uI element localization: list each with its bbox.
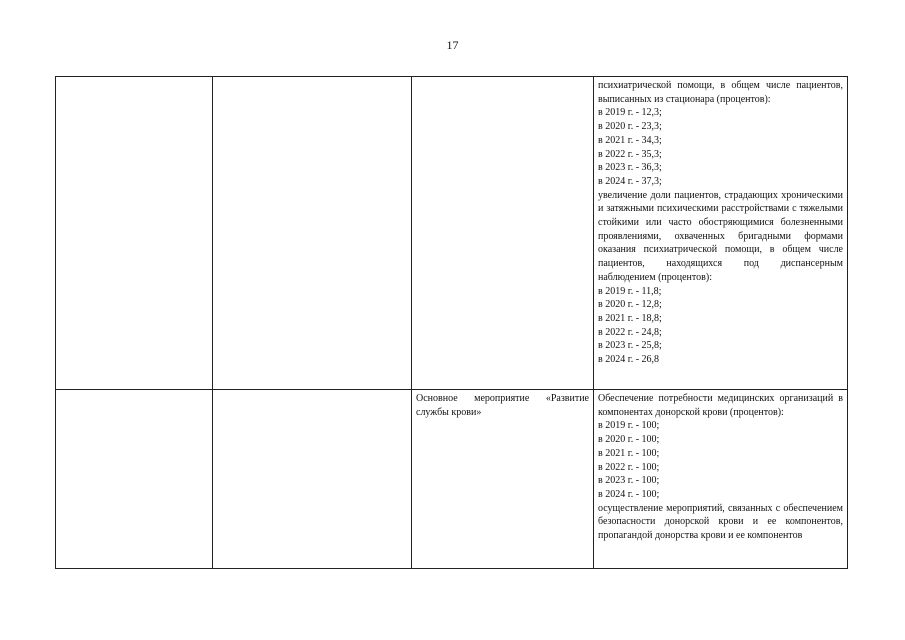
measures-table — [55, 76, 848, 569]
year-value: в 2024 г. - 37,3; — [598, 175, 662, 187]
year-values-list — [598, 419, 843, 501]
year-value: в 2023 г. - 100; — [598, 475, 660, 487]
year-value: в 2024 г. - 26,8 — [598, 354, 660, 366]
year-value: в 2021 г. - 18,8; — [598, 312, 662, 324]
year-values-list — [598, 106, 843, 188]
year-value: в 2022 г. - 35,3; — [598, 148, 662, 160]
year-value: в 2024 г. - 100; — [598, 488, 660, 500]
page-number: 17 — [446, 38, 459, 52]
cell-measure-title: Основное мероприятие «Развитие службы крови» — [412, 390, 594, 569]
indicator-text: психиатрической помощи, в общем числе пациентов, выписанных из стационара (процентов): — [598, 80, 843, 105]
year-value: в 2019 г. - 100; — [598, 420, 660, 432]
table-row — [56, 390, 848, 569]
year-value: в 2022 г. - 24,8; — [598, 326, 662, 338]
year-value: в 2020 г. - 100; — [598, 434, 660, 446]
year-value: в 2021 г. - 34,3; — [598, 134, 662, 146]
year-value: в 2020 г. - 23,3; — [598, 121, 662, 133]
year-value: в 2019 г. - 12,3; — [598, 107, 662, 119]
cell-col2 — [213, 77, 412, 390]
cell-indicators — [594, 390, 848, 569]
cell-col1 — [56, 77, 213, 390]
cell-col3 — [412, 77, 594, 390]
year-value: в 2022 г. - 100; — [598, 461, 660, 473]
cell-indicators — [594, 77, 848, 390]
year-value: в 2019 г. - 11,8; — [598, 285, 662, 297]
indicator-text: осуществление мероприятий, связанных с обеспечением безопасности донорской крови и ее компонентов, пропагандой донорства крови и ее компонентов — [598, 502, 843, 542]
table-row — [56, 77, 848, 390]
year-value: в 2020 г. - 12,8; — [598, 299, 662, 311]
cell-col2 — [213, 390, 412, 569]
year-values-list — [598, 285, 843, 367]
year-value: в 2021 г. - 100; — [598, 447, 660, 459]
year-value: в 2023 г. - 36,3; — [598, 162, 662, 174]
indicator-text: увеличение доли пациентов, страдающих хроническими и затяжными психическими расстройствами с тяжелыми стойкими или часто обостряющимися болезненными проявлениями, охваченных бригадными формами оказания психиатрической помощи, в общем числе пациентов, находящихся под диспансерным наблюдением (процентов): — [598, 189, 843, 283]
indicator-text: Обеспечение потребности медицинских организаций в компонентах донорской крови (процентов): — [598, 393, 843, 418]
cell-col1 — [56, 390, 213, 569]
year-value: в 2023 г. - 25,8; — [598, 340, 662, 352]
